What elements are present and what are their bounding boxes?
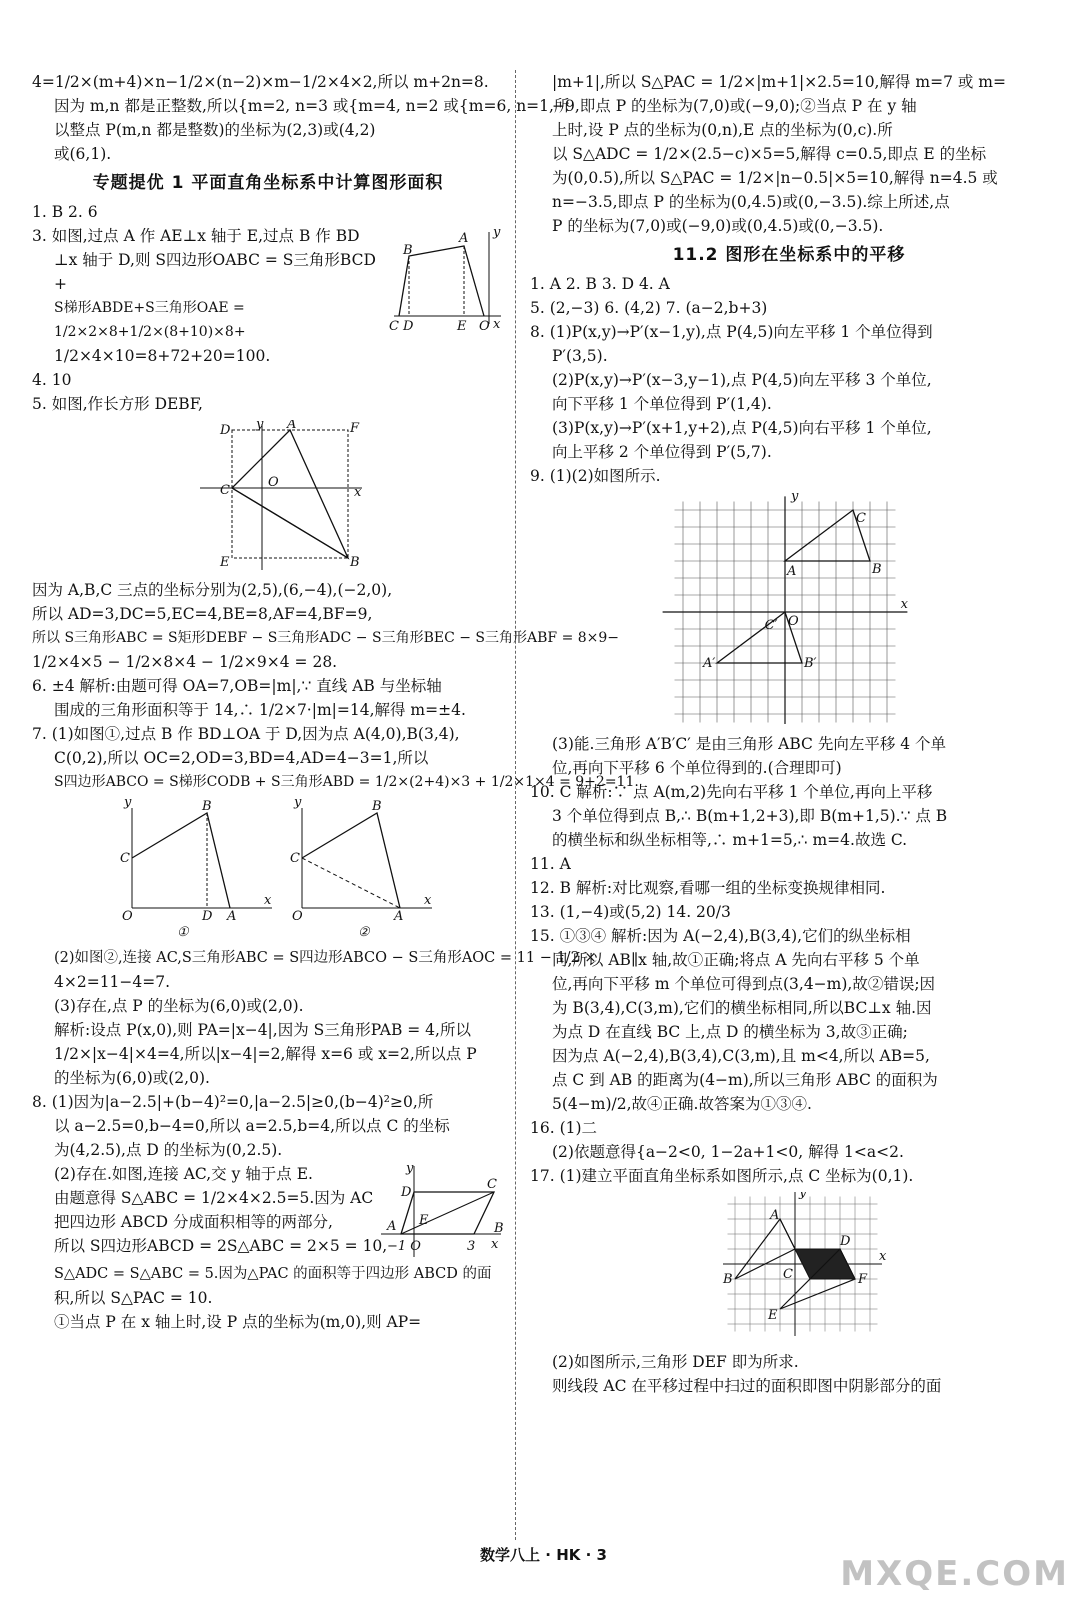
svg-text:y: y: [493, 225, 501, 240]
text-line: |m+1|,所以 S△PAC = 1/2×|m+1|×2.5=10,解得 m=7 或 m=: [552, 73, 1006, 91]
answer-line: 11. A: [530, 855, 571, 873]
answer-line: (2)P(x,y)→P′(x−3,y−1),点 P(4,5)向左平移 3 个单位,: [552, 371, 932, 389]
svg-text:D: D: [220, 423, 231, 438]
text-line: 因为 m,n 都是正整数,所以{m=2, n=3 或{m=4, n=2 或{m=6, n=1,所: [54, 97, 570, 115]
answer-line: 为 B(3,4),C(3,m),它们的横坐标相同,所以BC⊥x 轴.因: [552, 999, 932, 1017]
svg-text:y: y: [406, 1162, 414, 1176]
answer-line: ①当点 P 在 x 轴上时,设 P 点的坐标为(m,0),则 AP=: [54, 1313, 422, 1331]
page-footer: 数学八上 · HK · 3: [480, 1546, 607, 1564]
text-line: 以 S△ADC = 1/2×(2.5−c)×5=5,解得 c=0.5,即点 E 的坐标: [552, 145, 987, 163]
answer-line: 3. 如图,过点 A 作 AE⊥x 轴于 E,过点 B 作 BD: [32, 227, 360, 245]
answer-line: 1. B 2. 6: [32, 203, 98, 221]
answer-line: S四边形ABCO = S梯形CODB + S三角形ABD = 1/2×(2+4)×3 + 1/2×1×4 = 9+2=11.: [54, 774, 639, 790]
svg-text:C: C: [856, 511, 866, 526]
svg-text:D: D: [401, 1185, 412, 1200]
answer-line: (3)P(x,y)→P′(x+1,y+2),点 P(4,5)向右平移 1 个单位,: [552, 419, 932, 437]
answer-line: 7. (1)如图①,过点 B 作 BD⊥OA 于 D,因为点 A(4,0),B(3,4),: [32, 725, 460, 743]
answer-line: 的坐标为(6,0)或(2,0).: [54, 1069, 210, 1087]
svg-text:C: C: [389, 319, 399, 334]
svg-text:A: A: [770, 1208, 780, 1223]
answer-line: 积,所以 S△PAC = 10.: [54, 1289, 213, 1307]
answer-line: 5. (2,−3) 6. (4,2) 7. (a−2,b+3): [530, 299, 768, 317]
answer-line: (3)存在,点 P 的坐标为(6,0)或(2,0).: [54, 997, 304, 1015]
svg-text:C: C: [487, 1177, 497, 1192]
answer-line: 所以 S四边形ABCD = 2S△ABC = 2×5 = 10,: [54, 1237, 388, 1255]
svg-text:C: C: [220, 483, 230, 498]
answer-line: 4×2=11−4=7.: [54, 973, 171, 991]
svg-text:F: F: [858, 1272, 868, 1287]
section-title: 11.2 图形在坐标系中的平移: [672, 245, 906, 265]
svg-text:B: B: [872, 562, 882, 577]
right-column: [530, 70, 1048, 1398]
text-line: n=−3.5,即点 P 的坐标为(0,4.5)或(0,−3.5).综上所述,点: [552, 193, 950, 211]
answer-line: S△ADC = S△ABC = 5.因为△PAC 的面积等于四边形 ABCD 的面: [54, 1266, 492, 1282]
answer-line: 9. (1)(2)如图所示.: [530, 467, 661, 485]
answer-line: ⊥x 轴于 D,则 S四边形OABC = S三角形BCD +: [54, 251, 376, 293]
svg-text:D: D: [840, 1234, 851, 1249]
answer-line: P′(3,5).: [552, 347, 608, 365]
svg-text:y: y: [799, 1192, 807, 1201]
answer-line: 1. A 2. B 3. D 4. A: [530, 275, 670, 293]
svg-text:F: F: [350, 421, 360, 436]
answer-line: 13. (1,−4)或(5,2) 14. 20/3: [530, 903, 731, 921]
svg-text:A′: A′: [703, 656, 716, 671]
answer-line: 所以 AD=3,DC=5,EC=4,BE=8,AF=4,BF=9,: [32, 605, 373, 623]
svg-text:A: A: [394, 909, 404, 924]
answer-line: 点 C 到 AB 的距离为(4−m),所以三角形 ABC 的面积为: [552, 1071, 938, 1089]
figure-q3: [389, 224, 504, 334]
text-line: 为(0,0.5),所以 S△PAC = 1/2×|n−0.5|×5=10,解得 n=4.5 或: [552, 169, 998, 187]
text-line: 或(6,1).: [54, 145, 112, 163]
svg-text:x: x: [900, 597, 908, 612]
svg-text:C′: C′: [764, 618, 778, 633]
svg-text:O: O: [788, 614, 799, 629]
answer-line: S梯形ABDE+S三角形OAE = 1/2×2×8+1/2×(8+10)×8+: [54, 300, 246, 340]
svg-text:O: O: [268, 475, 279, 490]
figure-q9-grid: [530, 492, 1048, 724]
answer-line: 8. (1)因为|a−2.5|+(b−4)²=0,|a−2.5|≥0,(b−4)²≥0,所: [32, 1093, 434, 1111]
svg-text:A: A: [227, 909, 237, 924]
svg-text:x: x: [264, 893, 272, 908]
svg-text:x: x: [879, 1249, 887, 1264]
svg-text:A: A: [787, 564, 797, 579]
svg-text:B: B: [372, 799, 382, 814]
svg-text:y: y: [791, 492, 799, 504]
text-line: 以整点 P(m,n 都是整数)的坐标为(2,3)或(4,2): [54, 121, 376, 139]
svg-text:E: E: [220, 555, 230, 570]
figure-label: ①: [177, 925, 189, 938]
answer-line: 由题意得 S△ABC = 1/2×4×2.5=5.因为 AC: [54, 1189, 374, 1207]
svg-text:A: A: [459, 231, 469, 246]
figure-q5: [32, 420, 504, 570]
answer-line: 4. 10: [32, 371, 72, 389]
answer-line: 1/2×|x−4|×4=4,所以|x−4|=2,解得 x=6 或 x=2,所以点 P: [54, 1045, 477, 1063]
answer-line: 向上平移 2 个单位得到 P′(5,7).: [552, 443, 772, 461]
answer-line: 10. C 解析:∵ 点 A(m,2)先向右平移 1 个单位,再向上平移: [530, 783, 933, 801]
svg-text:y: y: [124, 798, 132, 810]
svg-text:O: O: [122, 909, 133, 924]
svg-text:E: E: [457, 319, 467, 334]
svg-text:x: x: [354, 485, 362, 500]
answer-line: 把四边形 ABCD 分成面积相等的两部分,: [54, 1213, 333, 1231]
answer-line: 为(4,2.5),点 D 的坐标为(0,2.5).: [54, 1141, 283, 1159]
svg-text:y: y: [294, 798, 302, 810]
svg-text:A: A: [387, 1219, 397, 1234]
svg-text:C: C: [290, 851, 300, 866]
answer-line: 5(4−m)/2,故④正确.故答案为①③④.: [552, 1095, 812, 1113]
svg-text:B: B: [494, 1221, 504, 1236]
answer-line: 12. B 解析:对比观察,看哪一组的坐标变换规律相同.: [530, 879, 886, 897]
answer-line: 围成的三角形面积等于 14,∴ 1/2×7·|m|=14,解得 m=±4.: [54, 701, 466, 719]
column-divider: [515, 70, 516, 1540]
figure-q7: [32, 798, 504, 938]
text-line: P 的坐标为(7,0)或(−9,0)或(0,4.5)或(0,−3.5).: [552, 217, 884, 235]
svg-text:B′: B′: [804, 656, 817, 671]
answer-line: 15. ①③④ 解析:因为 A(−2,4),B(3,4),它们的纵坐标相: [530, 927, 911, 945]
svg-text:B: B: [403, 243, 413, 258]
svg-text:O: O: [479, 319, 490, 334]
svg-text:E: E: [768, 1308, 778, 1323]
svg-text:B: B: [202, 799, 212, 814]
svg-text:E: E: [419, 1213, 429, 1228]
svg-text:x: x: [491, 1237, 499, 1252]
text-line: 4=1/2×(m+4)×n−1/2×(n−2)×m−1/2×4×2,所以 m+2n=8.: [32, 73, 489, 91]
svg-text:x: x: [493, 317, 501, 332]
answer-line: 位,再向下平移 6 个单位得到的.(合理即可): [552, 759, 842, 777]
svg-text:C: C: [120, 851, 130, 866]
svg-text:D: D: [403, 319, 414, 334]
svg-text:B: B: [723, 1272, 733, 1287]
answer-line: 8. (1)P(x,y)→P′(x−1,y),点 P(4,5)向左平移 1 个单位得到: [530, 323, 933, 341]
answer-line: 为点 D 在直线 BC 上,点 D 的横坐标为 3,故③正确;: [552, 1023, 908, 1041]
svg-text:D: D: [202, 909, 213, 924]
answer-line: 因为 A,B,C 三点的坐标分别为(2,5),(6,−4),(−2,0),: [32, 581, 393, 599]
watermark: MXQE.COM: [840, 1554, 1069, 1594]
answer-line: 同,所以 AB∥x 轴,故①正确;将点 A 先向右平移 5 个单: [552, 951, 920, 969]
answer-line: 3 个单位得到点 B,∴ B(m+1,2+3),即 B(m+1,5).∵ 点 B: [552, 807, 948, 825]
answer-line: 则线段 AC 在平移过程中扫过的面积即图中阴影部分的面: [552, 1377, 942, 1395]
answer-line: 位,再向下平移 m 个单位可得到点(3,4−m),故②错误;因: [552, 975, 936, 993]
answer-line: 17. (1)建立平面直角坐标系如图所示,点 C 坐标为(0,1).: [530, 1167, 914, 1185]
svg-text:x: x: [424, 893, 432, 908]
text-line: −9,即点 P 的坐标为(7,0)或(−9,0);②当点 P 在 y 轴: [552, 97, 917, 115]
svg-text:O: O: [292, 909, 303, 924]
section-title: 专题提优 1 平面直角坐标系中计算图形面积: [92, 173, 444, 193]
answer-line: C(0,2),所以 OC=2,OD=3,BD=4,AD=4−3=1,所以: [54, 749, 429, 767]
answer-line: 1/2×4×5 − 1/2×8×4 − 1/2×9×4 = 28.: [32, 653, 338, 671]
answer-line: 16. (1)二: [530, 1119, 598, 1137]
answer-line: 以 a−2.5=0,b−4=0,所以 a=2.5,b=4,所以点 C 的坐标: [54, 1117, 450, 1135]
svg-text:C: C: [783, 1267, 793, 1282]
answer-line: (2)如图②,连接 AC,S三角形ABC = S四边形ABCO − S三角形AOC = 11 − 1/2 ×: [54, 950, 597, 966]
figure-q8: [379, 1162, 504, 1262]
figure-label: ②: [358, 925, 370, 938]
answer-line: 的横坐标和纵坐标相等,∴ m+1=5,∴ m=4.故选 C.: [552, 831, 908, 849]
answer-line: 6. ±4 解析:由题可得 OA=7,OB=|m|,∵ 直线 AB 与坐标轴: [32, 677, 442, 695]
svg-text:−1 O: −1 O: [387, 1239, 421, 1254]
answer-line: 所以 S三角形ABC = S矩形DEBF − S三角形ADC − S三角形BEC − S三角形ABF = 8×9−: [32, 630, 620, 646]
text-line: 上时,设 P 点的坐标为(0,n),E 点的坐标为(0,c).所: [552, 121, 893, 139]
figure-q17-grid: [530, 1192, 1048, 1342]
answer-line: 因为点 A(−2,4),B(3,4),C(3,m),且 m<4,所以 AB=5,: [552, 1047, 930, 1065]
svg-text:y: y: [256, 420, 264, 432]
answer-line: 5. 如图,作长方形 DEBF,: [32, 395, 203, 413]
svg-text:3: 3: [467, 1239, 476, 1254]
answer-line: (2)如图所示,三角形 DEF 即为所求.: [552, 1353, 799, 1371]
svg-text:B: B: [350, 555, 360, 570]
answer-line: 向下平移 1 个单位得到 P′(1,4).: [552, 395, 772, 413]
answer-line: 1/2×4×10=8+72+20=100.: [54, 347, 271, 365]
svg-text:A: A: [287, 420, 297, 432]
answer-line: 解析:设点 P(x,0),则 PA=|x−4|,因为 S三角形PAB = 4,所以: [54, 1021, 471, 1039]
answer-line: (2)依题意得{a−2<0, 1−2a+1<0, 解得 1<a<2.: [552, 1143, 904, 1161]
answer-line: (2)存在.如图,连接 AC,交 y 轴于点 E.: [54, 1165, 313, 1183]
answer-line: (3)能.三角形 A′B′C′ 是由三角形 ABC 先向左平移 4 个单: [552, 735, 947, 753]
